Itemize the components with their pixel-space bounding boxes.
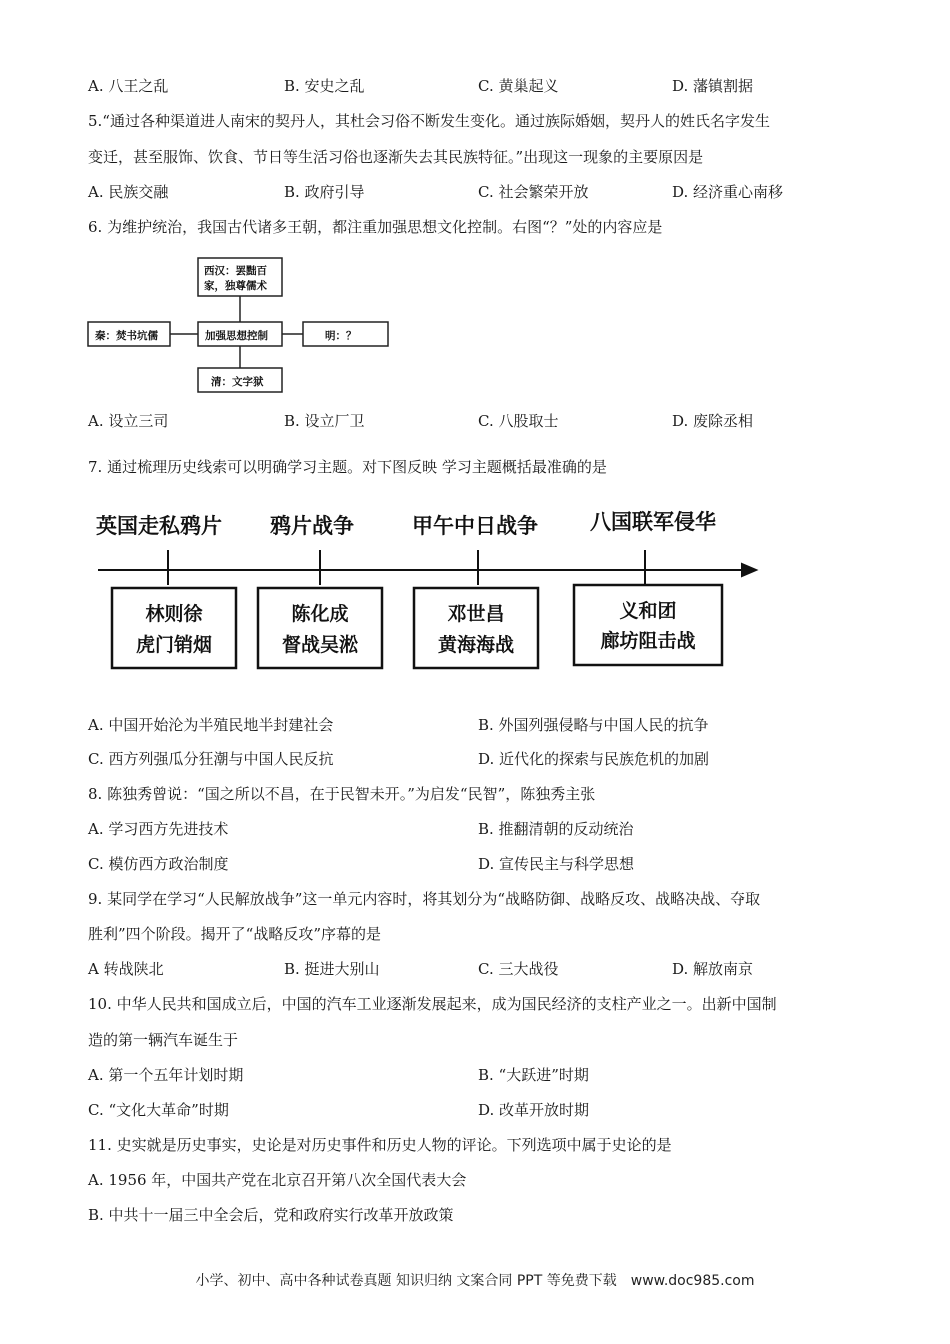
q7-stem: 7. 通过梳理历史线索可以明确学习主题。对下图反映 学习主题概括最准确的是 [88,458,607,476]
q7-box-4-line-2: 廊坊阻击战 [600,630,696,652]
q4-option-a: A. 八王之乱 [88,77,169,95]
q7-axis-arrow [742,564,756,576]
q10-option-b: B. “大跃进”时期 [478,1066,589,1084]
q7-box-3-line-1: 邓世昌 [447,603,505,625]
q4-option-d: D. 藩镇割据 [672,77,754,95]
q7-option-c: C. 西方列强瓜分狂潮与中国人民反抗 [88,750,334,768]
footer-text: 小学、初中、高中各种试卷真题 知识归纳 文案合同 PPT 等免费下载 [195,1273,617,1289]
q5-option-b: B. 政府引导 [284,183,365,201]
q6-stem: 6. 为维护统治，我国古代诸多王朝，都注重加强思想文化控制。右图“？”处的内容应是 [88,218,663,236]
q10-stem-line-1: 10. 中华人民共和国成立后，中国的汽车工业逐渐发展起来，成为国民经济的支柱产业之一。出新中国制 [88,995,777,1013]
q10-option-c: C. “文化大革命”时期 [88,1101,229,1119]
q10-stem-line-2: 造的第一辆汽车诞生于 [88,1031,239,1049]
q8-option-c: C. 模仿西方政治制度 [88,855,229,873]
q7-event-1: 英国走私鸦片 [96,514,222,538]
q7-option-d: D. 近代化的探索与民族危机的加剧 [478,750,710,768]
q4-option-b: B. 安史之乱 [284,77,365,95]
q7-box-1-line-1: 林则徐 [145,603,203,625]
q7-event-3: 甲午中日战争 [412,514,538,538]
q8-stem: 8. 陈独秀曾说：“国之所以不昌，在于民智未开。”为启发“民智”，陈独秀主张 [88,785,596,803]
q7-box-2-line-2: 督战吴淞 [281,634,359,656]
q7-event-2: 鸦片战争 [270,514,354,538]
q9-option-b: B. 挺进大别山 [284,960,380,978]
q8-option-a: A. 学习西方先进技术 [88,820,229,838]
q11-stem: 11. 史实就是历史事实，史论是对历史事件和历史人物的评论。下列选项中属于史论的是 [88,1136,672,1154]
q6-left-text: 秦：焚书坑儒 [95,330,158,342]
q7-box-4-line-1: 义和团 [619,600,677,622]
q5-option-a: A. 民族交融 [88,183,169,201]
q6-option-d: D. 废除丞相 [672,412,754,430]
q7-box-1 [112,588,236,668]
footer-url[interactable]: www.doc985.com [630,1273,755,1289]
q7-box-1-line-2: 虎门销烟 [135,634,213,656]
q6-top-text-1: 西汉：罢黜百 [204,265,267,277]
q6-right-text: 明：？ [325,330,357,342]
q6-center-text: 加强思想控制 [205,330,268,342]
q6-top-text-2: 家，独尊儒术 [204,280,267,292]
q9-option-d: D. 解放南京 [672,960,754,978]
q7-box-2 [258,588,382,668]
q6-option-c: C. 八股取士 [478,412,559,430]
q9-stem-line-1: 9. 某同学在学习“人民解放战争”这一单元内容时，将其划分为“战略防御、战略反攻、战略决战、夺取 [88,890,761,908]
q6-option-b: B. 设立厂卫 [284,412,365,430]
q7-box-3 [414,588,538,668]
q11-option-b: B. 中共十一届三中全会后，党和政府实行改革开放政策 [88,1206,454,1224]
q7-box-2-line-1: 陈化成 [291,603,349,625]
q5-option-d: D. 经济重心南移 [672,183,784,201]
q8-option-d: D. 宣传民主与科学思想 [478,855,635,873]
q10-option-a: A. 第一个五年计划时期 [88,1066,244,1084]
q10-option-d: D. 改革开放时期 [478,1101,590,1119]
q5-option-c: C. 社会繁荣开放 [478,183,589,201]
q9-option-a: A 转战陕北 [88,960,164,978]
q7-option-b: B. 外国列强侵略与中国人民的抗争 [478,716,709,734]
q7-timeline [90,505,790,675]
q4-option-c: C. 黄巢起义 [478,77,559,95]
q8-option-b: B. 推翻清朝的反动统治 [478,820,634,838]
q7-event-4: 八国联军侵华 [590,510,716,534]
page-footer [0,1270,950,1290]
q9-option-c: C. 三大战役 [478,960,559,978]
q5-stem-line-2: 变迁，甚至服饰、饮食、节日等生活习俗也逐渐失去其民族特征。”出现这一现象的主要原因是 [88,148,704,166]
q7-box-3-line-2: 黄海海战 [437,634,515,656]
q6-bottom-text: 清：文字狱 [211,376,264,388]
q6-diagram [85,255,395,395]
q6-option-a: A. 设立三司 [88,412,169,430]
q7-box-4 [574,585,722,665]
q11-option-a: A. 1956 年，中国共产党在北京召开第八次全国代表大会 [88,1171,467,1189]
q9-stem-line-2: 胜利”四个阶段。揭开了“战略反攻”序幕的是 [88,925,382,943]
q7-option-a: A. 中国开始沦为半殖民地半封建社会 [88,716,334,734]
q5-stem-line-1: 5.“通过各种渠道进人南宋的契丹人，其杜会习俗不断发生变化。通过族际婚姻，契丹人的姓氏名字发生 [88,112,770,130]
